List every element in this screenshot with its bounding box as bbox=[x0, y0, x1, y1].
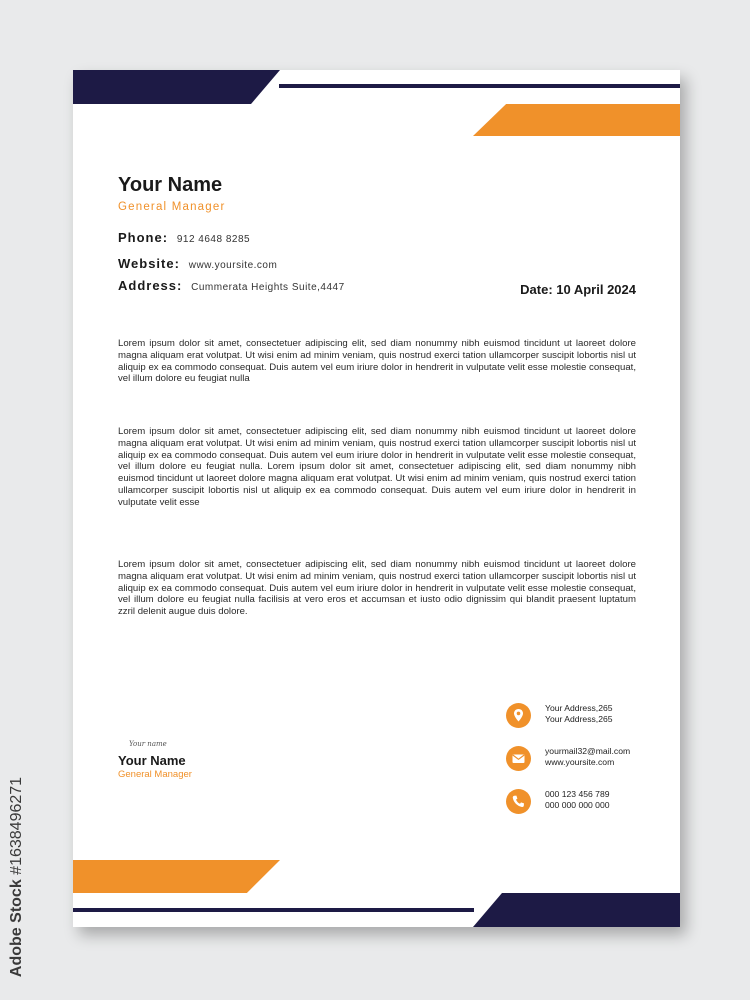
signature-script: Your name bbox=[129, 740, 167, 748]
website-label: Website: bbox=[118, 256, 180, 271]
address-row bbox=[118, 278, 345, 293]
bottom-navy-line bbox=[73, 908, 474, 912]
bottom-left-orange-shape bbox=[73, 860, 280, 893]
contact-address-text bbox=[545, 703, 613, 724]
stock-id-badge bbox=[6, 757, 28, 997]
website-contact-value: www.yoursite.com bbox=[545, 756, 615, 767]
stock-id: #1638496271 bbox=[8, 776, 25, 875]
top-navy-line bbox=[279, 84, 680, 88]
phone-row bbox=[118, 230, 250, 245]
address-line-1: Your Address,265 bbox=[545, 703, 613, 713]
stock-brand: Adobe Stock bbox=[8, 879, 25, 978]
header-role: General Manager bbox=[118, 201, 226, 213]
bottom-right-navy-shape bbox=[473, 893, 680, 927]
address-value: Cummerata Heights Suite,4447 bbox=[191, 282, 345, 293]
top-left-navy-shape bbox=[73, 70, 280, 104]
contact-email-text bbox=[545, 746, 630, 767]
website-value: www.yoursite.com bbox=[188, 260, 278, 271]
phone-value: 912 4648 8285 bbox=[176, 234, 251, 245]
location-pin-icon bbox=[506, 703, 531, 728]
body-paragraph-1: Lorem ipsum dolor sit amet, consectetuer adipiscing elit, sed diam nonummy nibh euismod tincidunt ut laoreet dolore magna aliquam erat volutpat. Ut wisi enim ad minim veniam, quis nostrud exerci tation ullamcorper suscipit lobortis nisl ut aliquip ex ea commodo consequat. Duis autem vel eum iriure dolor in hendrerit in vulputate velit esse molestie consequat, vel illum dolore eu feugiat nulla bbox=[118, 338, 636, 385]
body-paragraph-2: Lorem ipsum dolor sit amet, consectetuer adipiscing elit, sed diam nonummy nibh euismod tincidunt ut laoreet dolore magna aliquam erat volutpat. Ut wisi enim ad minim veniam, quis nostrud exerci tation ullamcorper suscipit lobortis nisl ut aliquip ex ea commodo consequat. Duis autem vel eum iriure dolor in hendrerit in vulputate velit esse molestie consequat, vel illum dolore eu feugiat nulla. Lorem ipsum dolor sit amet, consectetuer adipiscing elit, sed diam nonummy nibh euismod tincidunt ut laoreet dolore magna aliquam erat volutpat. Ut wisi enim ad minim veniam, quis nostrud exerci tation ullamcorper suscipit lobortis nisl ut aliquip ex ea commodo consequat. Duis autem vel eum iriure dolor in hendrerit in vulputate velit esse bbox=[118, 426, 636, 508]
top-right-orange-shape bbox=[473, 104, 680, 136]
email-value: yourmail32@mail.com bbox=[545, 746, 631, 756]
letter-date: Date: 10 April 2024 bbox=[520, 282, 636, 297]
phone-label: Phone: bbox=[118, 230, 169, 245]
letterhead-page bbox=[73, 70, 680, 927]
phone-icon bbox=[506, 789, 531, 814]
signature-name: Your Name bbox=[118, 753, 186, 768]
body-paragraph-3: Lorem ipsum dolor sit amet, consectetuer adipiscing elit, sed diam nonummy nibh euismod tincidunt ut laoreet dolore magna aliquam erat volutpat. Ut wisi enim ad minim veniam, quis nostrud exerci tation ullamcorper suscipit lobortis nisl ut aliquip ex ea commodo consequat. Duis autem vel eum iriure dolor in hendrerit in vulputate velit esse molestie consequat, vel illum dolore eu feugiat nulla facilisis at vero eros et accumsan et iusto odio dignissim qui blandit praesent luptatum zzril delenit augue duis dolore. bbox=[118, 559, 636, 618]
header-name: Your Name bbox=[118, 174, 223, 196]
address-label: Address: bbox=[118, 278, 183, 293]
phone-line-1: 000 123 456 789 bbox=[545, 789, 610, 799]
contact-phone-text bbox=[545, 789, 610, 810]
website-row bbox=[118, 256, 277, 271]
envelope-icon bbox=[506, 746, 531, 771]
address-line-2: Your Address,265 bbox=[545, 713, 613, 724]
signature-role: General Manager bbox=[118, 769, 192, 780]
phone-line-2: 000 000 000 000 bbox=[545, 799, 610, 810]
